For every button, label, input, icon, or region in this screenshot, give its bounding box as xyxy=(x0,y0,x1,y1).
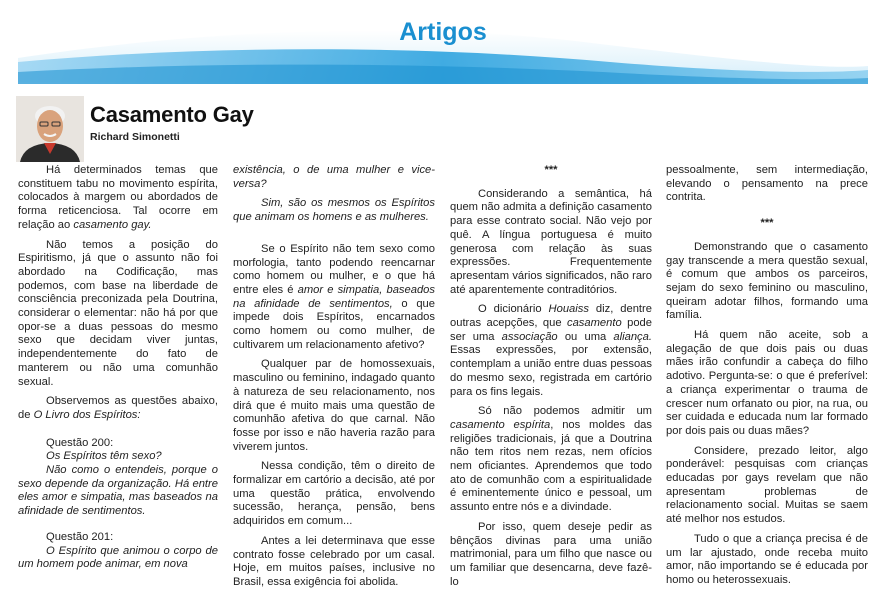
paragraph: Observemos as questões abaixo, de O Livro dos Espíritos: xyxy=(18,395,218,421)
paragraph: Há quem não aceite, sob a alegação de que dois pais ou duas mães irão confundir a cabeça do filho adotivo. Pergunta-se: o que é preferível: a criança experimentar o trauma de crescer num orfanato ou pior, na rua, ou ser cuidada e educada num lar formado por dois pais ou duas mães? xyxy=(666,329,868,437)
paragraph: O dicionário Houaiss diz, dentre outras acepções, que casamento pode ser uma associação ou uma aliança. Essas expressões, por extensão, contemplam a união entre duas pessoas do mesmo sexo, registrada em cartório para os fins legais. xyxy=(450,303,652,398)
question-text: existência, o de uma mulher e vice-versa? xyxy=(233,164,435,190)
paragraph: Antes a lei determinava que esse contrato fosse celebrado por um casal. Hoje, em muitos países, inclusive no Brasil, essa exigência foi abolida. xyxy=(233,534,435,588)
question-text: Os Espíritos têm sexo? xyxy=(46,450,162,463)
paragraph: Por isso, quem deseje pedir as bênçãos divinas para uma união matrimonial, para um filho que nasce ou um familiar que desencarna, deve fazê-lo xyxy=(450,520,652,588)
section-divider: *** xyxy=(544,164,558,176)
paragraph: Considere, prezado leitor, algo ponderável: pesquisas com crianças educadas por gays revelam que não apresentam problemas de relacionamento social. Muitas se saem até melhor nos estudos. xyxy=(666,444,868,526)
paragraph: Nessa condição, têm o direito de formalizar em cartório a decisão, até por uma questão prática, envolvendo sucessão, herança, pensão, bens adquiridos em comum... xyxy=(233,460,435,528)
question-text: O Espírito que animou o corpo de um homem pode animar, em nova xyxy=(18,544,218,571)
author-portrait-icon xyxy=(16,96,84,162)
text-column-1 xyxy=(18,164,218,574)
text-column-2 xyxy=(233,164,435,588)
paragraph: Se o Espírito não tem sexo como morfologia, tanto podendo reencarnar como homem ou mulher, e o que há entre eles é amor e simpatia, baseados na afinidade de sentimentos, o que impede dois Espíritos, encarnados como homem ou como mulher, de cultivarem um relacionamento afetivo? xyxy=(233,242,435,351)
text-column-3 xyxy=(450,164,652,588)
paragraph: Tudo o que a criança precisa é de um lar ajustado, onde receba muito amor, não importando se é educada por homo ou heterossexuais. xyxy=(666,532,868,586)
paragraph: Qualquer par de homossexuais, masculino ou feminino, indagado quanto à natureza de seu relacionamento, nos dirá que é muito mais uma questão de comunhão afetiva do que carnal. Não fosse por isso e não haveria razão para viverem juntos. xyxy=(233,358,435,453)
author-name: Richard Simonetti xyxy=(90,131,180,143)
paragraph: pessoalmente, sem intermediação, elevando o pensamento na prece contrita. xyxy=(666,164,868,204)
paragraph: Há determinados temas que constituem tabu no movimento espírita, colocados à margem ou abordados de forma reticenciosa. Tal ocorre em relação ao casamento gay. xyxy=(18,164,218,231)
paragraph: Não temos a posição do Espiritismo, já que o assunto não foi abordado na Codificação, mas podemos, com base na liberdade de consciência preconizada pela Doutrina, considerar o elementar: não há por que opor-se a duas pessoas do mesmo sexo que decidam viver juntas, independentemente do fato de manterem ou não uma comunhão sexual. xyxy=(18,238,218,388)
paragraph: Só não podemos admitir um casamento espírita, nos moldes das religiões tradicionais, já que a Doutrina não tem ritos nem rezas, nem ofícios nem oficiantes. Aprendemos que todo ato de comunhão com a espiritualidade é eminentemente único e pessoal, um assunto entre nós e a divindade. xyxy=(450,405,652,514)
answer-text: Não como o entendeis, porque o sexo depende da organização. Há entre eles amor e simpatia, mas baseados na afinidade de sentimentos. xyxy=(18,464,218,518)
answer-text: Sim, são os mesmos os Espíritos que animam os homens e as mulheres. xyxy=(233,197,435,224)
section-title: Artigos xyxy=(399,18,487,46)
text-column-4 xyxy=(666,164,868,586)
question-label: Questão 201: xyxy=(46,530,114,543)
section-divider: *** xyxy=(760,217,774,230)
paragraph: Considerando a semântica, há quem não admita a definição casamento para esse contrato social. Não vejo por quê. A língua portuguesa é muito generosa com relação às suas expressões. Frequentemente apresentam vários significados, não raro até aparentemente contraditórios. xyxy=(450,187,652,296)
question-label: Questão 200: xyxy=(46,436,114,449)
paragraph: Demonstrando que o casamento gay transcende a mera questão sexual, é comum que ambos os parceiros, sejam do sexo feminino ou masculino, queiram adotar filhos, formando uma família. xyxy=(666,240,868,322)
article-title: Casamento Gay xyxy=(90,102,254,127)
